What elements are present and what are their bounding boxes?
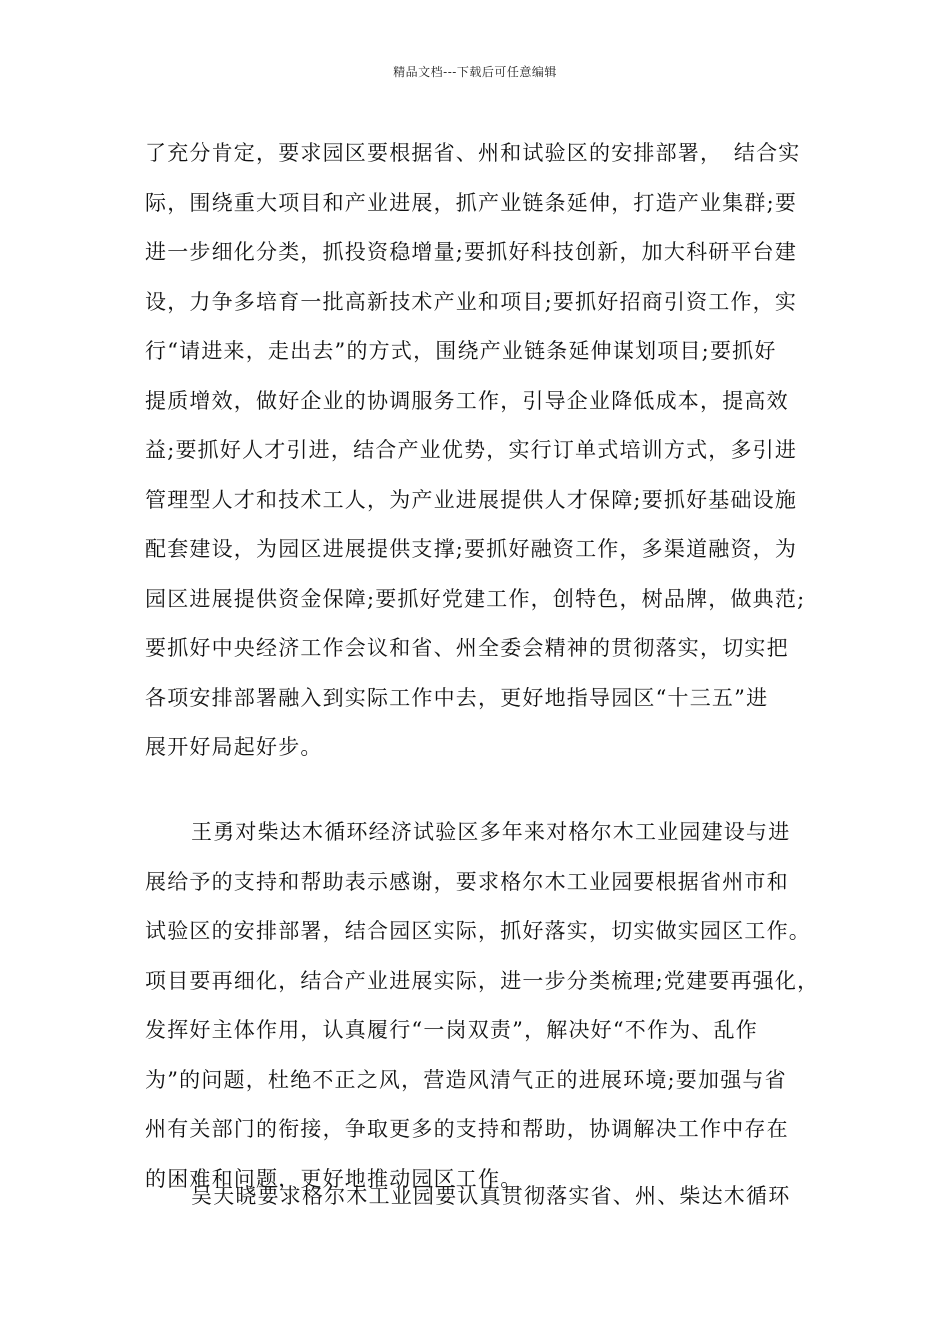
text-line: 州有关部门的衔接，争取更多的支持和帮助，协调解决工作中存在 xyxy=(145,1117,789,1141)
text-line: 展开好局起好步。 xyxy=(145,735,323,759)
paragraph-1-text xyxy=(145,129,825,773)
text-line: 要抓好中央经济工作会议和省、州全委会精神的贯彻落实，切实把 xyxy=(145,636,789,660)
text-line: 吴天晓要求格尔木工业园要认真贯彻落实省、州、柴达木循环 xyxy=(191,1184,791,1208)
text-line: 园区进展提供资金保障;要抓好党建工作，创特色，树品牌，做典范; xyxy=(145,586,806,611)
text-line: 王勇对柴达木循环经济试验区多年来对格尔木工业园建设与进 xyxy=(191,820,791,844)
text-line: 项目要再细化，结合产业进展实际，进一步分类梳理;党建要再强化， xyxy=(145,968,820,993)
text-line: 的困难和问题，更好地推动园区工作。 xyxy=(145,1166,523,1191)
text-line: 配套建设，为园区进展提供支撑;要抓好融资工作，多渠道融资，为 xyxy=(145,537,798,561)
text-line: 行“请进来，走出去”的方式，围绕产业链条延伸谋划项目;要抓好 xyxy=(145,339,777,363)
text-line: 发挥好主体作用，认真履行“一岗双责”，解决好“不作为、乱作 xyxy=(145,1018,759,1042)
text-line: 各项安排部署融入到实际工作中去，更好地指导园区“十三五”进 xyxy=(145,685,769,710)
paragraph-2-text xyxy=(145,808,825,1204)
text-line: 管理型人才和技术工人，为产业进展提供人才保障;要抓好基础设施 xyxy=(145,487,798,512)
paragraph-3 xyxy=(145,1172,825,1222)
page-header: 精品文档---下载后可任意编辑 xyxy=(393,65,557,79)
text-line: 益;要抓好人才引进，结合产业优势，实行订单式培训方式，多引进 xyxy=(145,438,798,462)
text-line: 进一步细化分类，抓投资稳增量;要抓好科技创新，加大科研平台建 xyxy=(145,240,798,264)
text-line: 为”的问题，杜绝不正之风，营造风清气正的进展环境;要加强与省 xyxy=(145,1067,787,1092)
text-line: 际，围绕重大项目和产业进展，抓产业链条延伸，打造产业集群;要 xyxy=(145,190,798,215)
text-line: 展给予的支持和帮助表示感谢，要求格尔木工业园要根据省州市和 xyxy=(145,869,789,894)
text-line: 了充分肯定，要求园区要根据省、州和试验区的安排部署， 结合实 xyxy=(145,141,801,165)
text-line: 提质增效，做好企业的协调服务工作，引导企业降低成本，提高效 xyxy=(145,388,789,413)
paragraph-1 xyxy=(145,129,825,773)
paragraph-2 xyxy=(145,808,825,1204)
text-line: 设，力争多培育一批高新技术产业和项目;要抓好招商引资工作，实 xyxy=(145,289,798,314)
text-line: 试验区的安排部署，结合园区实际，抓好落实，切实做实园区工作。 xyxy=(145,919,811,943)
paragraph-3-text xyxy=(145,1172,825,1222)
